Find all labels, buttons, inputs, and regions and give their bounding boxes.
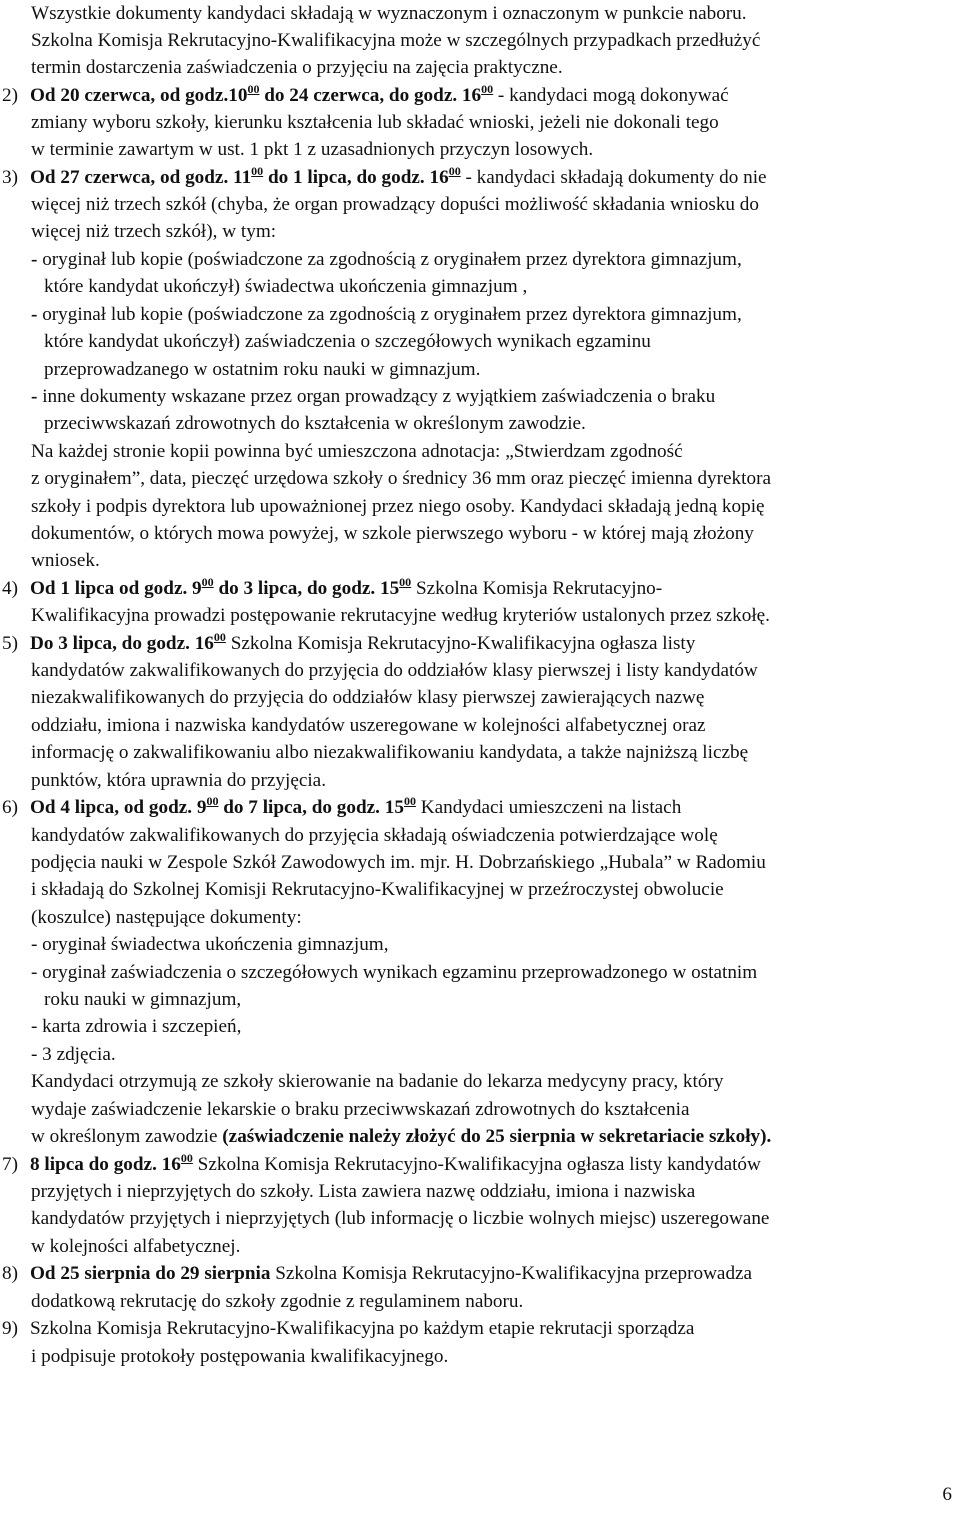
- bullet-2-line-3: przeprowadzanego w ostatnim roku nauki w gimnazjum.: [44, 359, 481, 380]
- item-number: 8): [2, 1263, 18, 1284]
- medical-note-line-3: w określonym zawodzie (zaświadczenie należy złożyć do 25 sierpnia w sekretariacie szkoły).: [31, 1126, 772, 1147]
- list-item-5-line-1: 5) Do 3 lipca, do godz. $16^{00}$ Szkolna Komisja Rekrutacyjno-Kwalifikacyjna ogłasza listy: [2, 630, 695, 658]
- intro-line-2: Szkolna Komisja Rekrutacyjno-Kwalifikacyjna może w szczególnych przypadkach przedłużyć: [31, 30, 761, 51]
- item-date: 8 lipca do godz. $16^{00}$: [30, 1151, 193, 1175]
- intro-line-1: Wszystkie dokumenty kandydaci składają w wyznaczonym i oznaczonym w punkcie naboru.: [31, 3, 747, 24]
- list-item-8-line-1: 8) Od 25 sierpnia do 29 sierpnia Szkolna Komisja Rekrutacyjno-Kwalifikacyjna przeprowadza: [2, 1260, 752, 1288]
- bullet-3-line-2: przeciwwskazań zdrowotnych do kształcenia w określonym zawodzie.: [44, 413, 586, 434]
- bullet-3-line-1: - inne dokumenty wskazane przez organ prowadzący z wyjątkiem zaświadczenia o braku: [31, 386, 716, 407]
- list-item-6-line-4: i składają do Szkolnej Komisji Rekrutacyjno-Kwalifikacyjnej w przeźroczystej obwolucie: [31, 879, 724, 900]
- annotation-line-4: dokumentów, o których mowa powyżej, w szkole pierwszego wyboru - w której mają złożony: [31, 523, 754, 544]
- list-item-6-line-3: podjęcia nauki w Zespole Szkół Zawodowych im. mjr. H. Dobrzańskiego „Hubala” w Radomiu: [31, 852, 766, 873]
- list-item-2-line-2: zmiany wyboru szkoły, kierunku kształcenia lub składać wnioski, jeżeli nie dokonali tego: [31, 112, 719, 133]
- list-item-6-line-2: kandydatów zakwalifikowanych do przyjęcia składają oświadczenia potwierdzające wolę: [31, 825, 718, 846]
- list-item-2-line-1: 2) Od 20 czerwca, od $godz.10^{00}$ do 24 czerwca, do godz. $16^{00}$ - kandydaci mogą dokonywać: [2, 82, 729, 110]
- list-item-5-line-3: niezakwalifikowanych do przyjęcia do oddziałów klasy pierwszej zawierających nazwę: [31, 687, 705, 708]
- intro-line-3: termin dostarczenia zaświadczenia o przyjęciu na zajęcia praktyczne.: [31, 57, 563, 78]
- list-item-7-line-4: w kolejności alfabetycznej.: [31, 1236, 241, 1257]
- annotation-line-1: Na każdej stronie kopii powinna być umieszczona adnotacja: „Stwierdzam zgodność: [31, 441, 683, 462]
- item-date: Do 3 lipca, do godz. $16^{00}$: [30, 630, 226, 654]
- list-item-6-line-5: (koszulce) następujące dokumenty:: [31, 907, 302, 928]
- item-date: Od 25 sierpnia do 29 sierpnia: [30, 1263, 271, 1284]
- list-item-7-line-3: kandydatów przyjętych i nieprzyjętych (lub informację o liczbie wolnych miejsc) uszeregowane: [31, 1208, 770, 1229]
- list-item-3-line-3: więcej niż trzech szkół), w tym:: [31, 221, 277, 242]
- document-list-item-1: - oryginał świadectwa ukończenia gimnazjum,: [31, 934, 389, 955]
- item-number: 3): [2, 167, 18, 188]
- item-date: Od 1 lipca od godz. $9^{00}$ do 3 lipca, do godz. $15^{00}$: [30, 575, 412, 599]
- bullet-1-line-2: które kandydat ukończył) świadectwa ukończenia gimnazjum ,: [44, 276, 528, 297]
- list-item-5-line-4: oddziału, imiona i nazwiska kandydatów uszeregowane w kolejności alfabetycznej oraz: [31, 715, 706, 736]
- deadline-note: (zaświadczenie należy złożyć do 25 sierpnia w sekretariacie szkoły).: [222, 1126, 772, 1147]
- list-item-5-line-6: punktów, która uprawnia do przyjęcia.: [31, 770, 326, 791]
- item-date: Od 27 czerwca, od godz. $11^{00}$ do 1 lipca, do godz. $16^{00}$: [30, 164, 461, 188]
- medical-note-line-2: wydaje zaświadczenie lekarskie o braku przeciwwskazań zdrowotnych do kształcenia: [31, 1099, 690, 1120]
- item-number: 5): [2, 633, 18, 654]
- item-number: 4): [2, 578, 18, 599]
- item-date: Od 20 czerwca, od $godz.10^{00}$ do 24 czerwca, do godz. $16^{00}$: [30, 82, 494, 106]
- bullet-1-line-1: - oryginał lub kopie (poświadczone za zgodnością z oryginałem przez dyrektora gimnazjum,: [31, 249, 742, 270]
- list-item-8-line-2: dodatkową rekrutację do szkoły zgodnie z regulaminem naboru.: [31, 1291, 524, 1312]
- document-list-item-3: - karta zdrowia i szczepień,: [31, 1016, 242, 1037]
- list-item-3-line-1: 3) Od 27 czerwca, od godz. $11^{00}$ do 1 lipca, do godz. $16^{00}$ - kandydaci składają dokumenty do nie: [2, 164, 767, 192]
- item-number: 2): [2, 85, 18, 106]
- list-item-4-line-1: 4) Od 1 lipca od godz. $9^{00}$ do 3 lipca, do godz. $15^{00}$ Szkolna Komisja Rekrutacyjno-: [2, 575, 662, 603]
- bullet-2-line-2: które kandydat ukończył) zaświadczenia o szczegółowych wynikach egzaminu: [44, 331, 651, 352]
- item-number: 7): [2, 1154, 18, 1175]
- list-item-7-line-2: przyjętych i nieprzyjętych do szkoły. Lista zawiera nazwę oddziału, imiona i nazwiska: [31, 1181, 696, 1202]
- document-list-item-4: - 3 zdjęcia.: [31, 1044, 116, 1065]
- annotation-line-3: szkoły i podpis dyrektora lub upoważnionej przez niego osoby. Kandydaci składają jedną kopię: [31, 496, 765, 517]
- document-list-item-2-line-2: roku nauki w gimnazjum,: [44, 989, 242, 1010]
- list-item-5-line-2: kandydatów zakwalifikowanych do przyjęcia do oddziałów klasy pierwszej i listy kandydatów: [31, 660, 758, 681]
- list-item-9-line-2: i podpisuje protokoły postępowania kwalifikacyjnego.: [31, 1346, 449, 1367]
- annotation-line-5: wniosek.: [31, 550, 100, 571]
- list-item-3-line-2: więcej niż trzech szkół (chyba, że organ prowadzący dopuści możliwość składania wniosku do: [31, 194, 759, 215]
- bullet-2-line-1: - oryginał lub kopie (poświadczone za zgodnością z oryginałem przez dyrektora gimnazjum,: [31, 304, 742, 325]
- list-item-4-line-2: Kwalifikacyjna prowadzi postępowanie rekrutacyjne według kryteriów ustalonych przez szkołę.: [31, 605, 770, 626]
- list-item-2-line-3: w terminie zawartym w ust. 1 pkt 1 z uzasadnionych przyczyn losowych.: [31, 139, 594, 160]
- list-item-5-line-5: informację o zakwalifikowaniu albo niezakwalifikowaniu kandydata, a także najniższą liczbę: [31, 742, 749, 763]
- item-date: Od 4 lipca, od godz. $9^{00}$ do 7 lipca, do godz. $15^{00}$: [30, 794, 416, 818]
- page-number: 6: [942, 1484, 952, 1505]
- list-item-6-line-1: 6) Od 4 lipca, od godz. $9^{00}$ do 7 lipca, do godz. $15^{00}$ Kandydaci umieszczeni na listach: [2, 794, 681, 822]
- item-number: 6): [2, 797, 18, 818]
- medical-note-line-1: Kandydaci otrzymują ze szkoły skierowanie na badanie do lekarza medycyny pracy, który: [31, 1071, 724, 1092]
- item-number: 9): [2, 1318, 18, 1339]
- list-item-7-line-1: 7) 8 lipca do godz. $16^{00}$ Szkolna Komisja Rekrutacyjno-Kwalifikacyjna ogłasza listy kandydatów: [2, 1151, 761, 1179]
- annotation-line-2: z oryginałem”, data, pieczęć urzędowa szkoły o średnicy 36 mm oraz pieczęć imienna dyrektora: [31, 468, 771, 489]
- list-item-9-line-1: 9) Szkolna Komisja Rekrutacyjno-Kwalifikacyjna po każdym etapie rekrutacji sporządza: [2, 1315, 694, 1343]
- document-list-item-2-line-1: - oryginał zaświadczenia o szczegółowych wynikach egzaminu przeprowadzonego w ostatnim: [31, 962, 758, 983]
